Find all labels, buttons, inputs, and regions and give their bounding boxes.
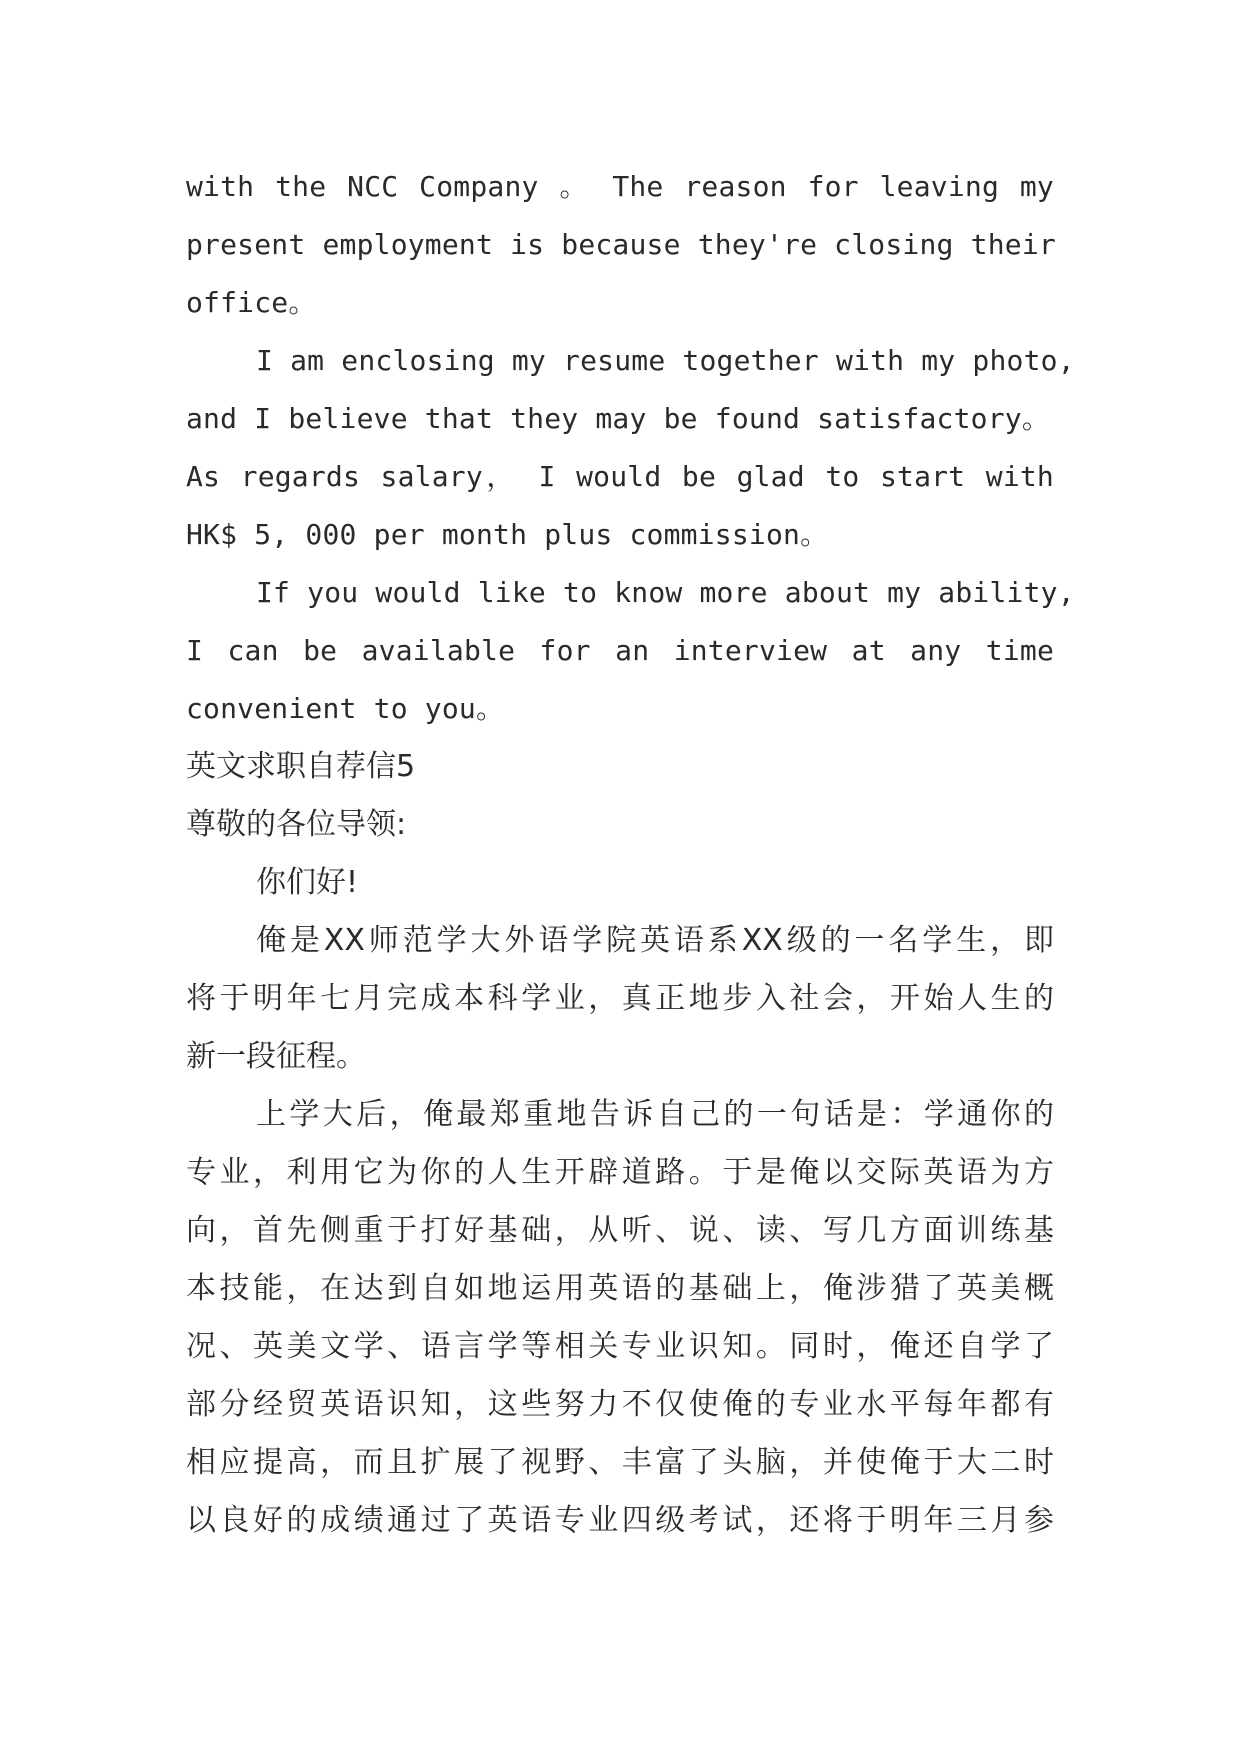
paragraph-3-line-2: I can be available for an interview at any time xyxy=(186,634,1054,667)
paragraph-2-line-3: As regards salary， I would be glad to start with xyxy=(186,460,1054,493)
paragraph-1-line-2: present employment is because they're closing their xyxy=(186,228,1056,261)
document-body xyxy=(186,158,1075,1550)
paragraph-4-line-1: 俺是XX师范学大外语学院英语系XX级的一名学生，即 xyxy=(256,923,1054,958)
greeting: 你们好! xyxy=(256,865,359,900)
paragraph-5-line-2: 专业，利用它为你的人生开辟道路。于是俺以交际英语为方 xyxy=(186,1155,1054,1190)
paragraph-5-line-3: 向，首先侧重于打好基础，从听、说、读、写几方面训练基 xyxy=(186,1213,1054,1248)
paragraph-5-line-6: 部分经贸英语识知，这些努力不仅使俺的专业水平每年都有 xyxy=(186,1387,1054,1422)
paragraph-2-line-4: HK$ 5, 000 per month plus commission。 xyxy=(186,518,829,551)
section-title: 英文求职自荐信5 xyxy=(186,749,416,784)
paragraph-4-line-2: 将于明年七月完成本科学业，真正地步入社会，开始人生的 xyxy=(186,981,1054,1016)
paragraph-4-line-3: 新一段征程。 xyxy=(186,1039,366,1074)
paragraph-5-line-5: 况、英美文学、语言学等相关专业识知。同时，俺还自学了 xyxy=(186,1329,1054,1364)
paragraph-2-line-1: I am enclosing my resume together with my photo, xyxy=(256,344,1075,377)
paragraph-1-line-3: office。 xyxy=(186,286,317,319)
paragraph-5-line-4: 本技能，在达到自如地运用英语的基础上，俺涉猎了英美概 xyxy=(186,1271,1054,1306)
paragraph-3-line-3: convenient to you。 xyxy=(186,692,505,725)
salutation: 尊敬的各位导领: xyxy=(186,807,407,842)
paragraph-2-line-2: and I believe that they may be found satisfactory。 xyxy=(186,402,1051,435)
paragraph-5-line-7: 相应提高，而且扩展了视野、丰富了头脑，并使俺于大二时 xyxy=(186,1445,1054,1480)
paragraph-5-line-1: 上学大后，俺最郑重地告诉自己的一句话是：学通你的 xyxy=(256,1097,1054,1132)
paragraph-3-line-1: If you would like to know more about my ability, xyxy=(256,576,1075,609)
paragraph-5-line-8: 以良好的成绩通过了英语专业四级考试，还将于明年三月参 xyxy=(186,1503,1054,1538)
paragraph-1-line-1: with the NCC Company 。 The reason for leaving my xyxy=(186,170,1054,203)
